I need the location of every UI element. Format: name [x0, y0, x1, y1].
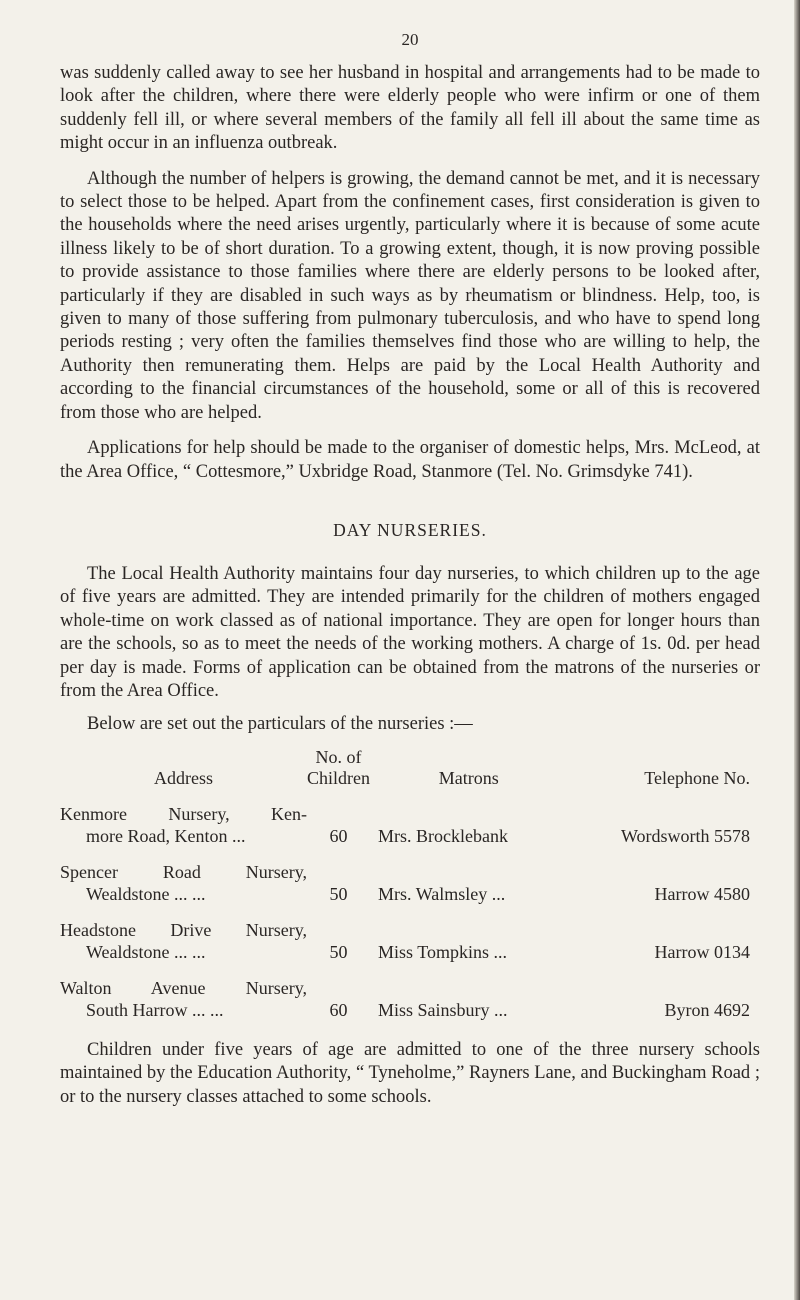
table-row	[60, 977, 760, 1035]
header-children	[307, 747, 370, 803]
paragraph-applications: Applications for help should be made to the organiser of domestic helps, Mrs. McLeod, at the Area Office, “ Cottesmore,” Uxbridge Road, Stanmore (Tel. No. Grimsdyke 741).	[60, 438, 760, 482]
table-row	[60, 861, 760, 919]
cell-address	[60, 861, 307, 919]
cell-children: 60	[329, 825, 348, 846]
nurseries-table	[60, 747, 760, 1035]
header-children-line2: Children	[307, 767, 371, 788]
cell-telephone: Wordsworth 5578	[620, 825, 750, 846]
cell-telephone: Harrow 4580	[654, 883, 750, 904]
address-line1: Spencer Road Nursery,	[60, 861, 308, 882]
paragraph-helpers-demand: Although the number of helpers is growing, the demand cannot be met, and it is necessary to select those to be helped. Apart from the confinement cases, first consideration is given to the households where the need arises urgently, particularly where it is because of some acute illness likely to be of short duration. To a growing extent, though, it is now proving possible to provide assistance to those families where there are elderly persons to be looked after, particularly if they are disabled in such ways as by rheumatism or blindness. Help, too, is given to many of those suffering from pulmonary tuberculosis, and who have to spend long periods resting ; very often the families themselves find those who are willing to help, the Authority then remunerating them. Helps are paid by the Local Health Authority and according to the financial circumstances of the household, some or all of this is recovered from those who are helped.	[60, 168, 760, 423]
table-header-row	[60, 747, 760, 803]
address-line1: Headstone Drive Nursery,	[60, 919, 308, 940]
cell-matron: Mrs. Brocklebank	[378, 825, 509, 846]
paragraph-continuation: was suddenly called away to see her husband in hospital and arrangements had to be made to look after the children, where there were elderly people who were infirm or one of them suddenly fell ill, or where several members of the family all fell ill about the same time as might occur in an influenza outbreak.	[60, 63, 760, 154]
table-row	[60, 919, 760, 977]
address-line2: Wealdstone ... ...	[86, 883, 206, 904]
document-page	[60, 30, 760, 1109]
table-row	[60, 803, 760, 861]
cell-matron: Miss Sainsbury ...	[378, 999, 508, 1020]
paragraph-nursery-schools: Children under five years of age are admitted to one of the three nursery schools maintained by the Education Authority, “ Tyneholme,” Rayners Lane, and Buckingham Road ; or to the nursery classes attached to some schools.	[60, 1039, 760, 1107]
header-matrons: Matrons	[438, 767, 499, 788]
header-address: Address	[154, 767, 214, 788]
cell-telephone: Byron 4692	[664, 999, 750, 1020]
page-number: 20	[401, 30, 419, 49]
cell-children: 50	[329, 883, 348, 904]
header-telephone: Telephone No.	[644, 767, 750, 788]
cell-matron: Miss Tompkins ...	[378, 941, 507, 962]
address-line1: Kenmore Nursery, Ken-	[60, 803, 308, 824]
cell-telephone: Harrow 0134	[654, 941, 750, 962]
page-edge-shadow	[794, 0, 800, 1300]
cell-address	[60, 919, 307, 977]
address-line1: Walton Avenue Nursery,	[60, 977, 308, 998]
cell-matron: Mrs. Walmsley ...	[378, 883, 506, 904]
cell-address	[60, 977, 307, 1035]
header-children-line1: No. of	[315, 746, 362, 767]
section-heading-day-nurseries: DAY NURSERIES.	[333, 519, 487, 540]
paragraph-day-nurseries: The Local Health Authority maintains four day nurseries, to which children up to the age of five years are admitted. They are intended primarily for the children of mothers engaged whole-time on work classed as of national importance. They are open for longer hours than are the schools, so as to meet the needs of the working mothers. A charge of 1s. 0d. per head per day is made. Forms of application can be obtained from the matrons of the nurseries or from the Area Office.	[60, 563, 760, 701]
cell-address	[60, 803, 307, 861]
address-line2: Wealdstone ... ...	[86, 941, 206, 962]
address-line2: more Road, Kenton ...	[86, 825, 246, 846]
paragraph-table-intro: Below are set out the particulars of the nurseries :—	[87, 714, 473, 735]
cell-children: 60	[329, 999, 348, 1020]
address-line2: South Harrow ... ...	[86, 999, 224, 1020]
cell-children: 50	[329, 941, 348, 962]
